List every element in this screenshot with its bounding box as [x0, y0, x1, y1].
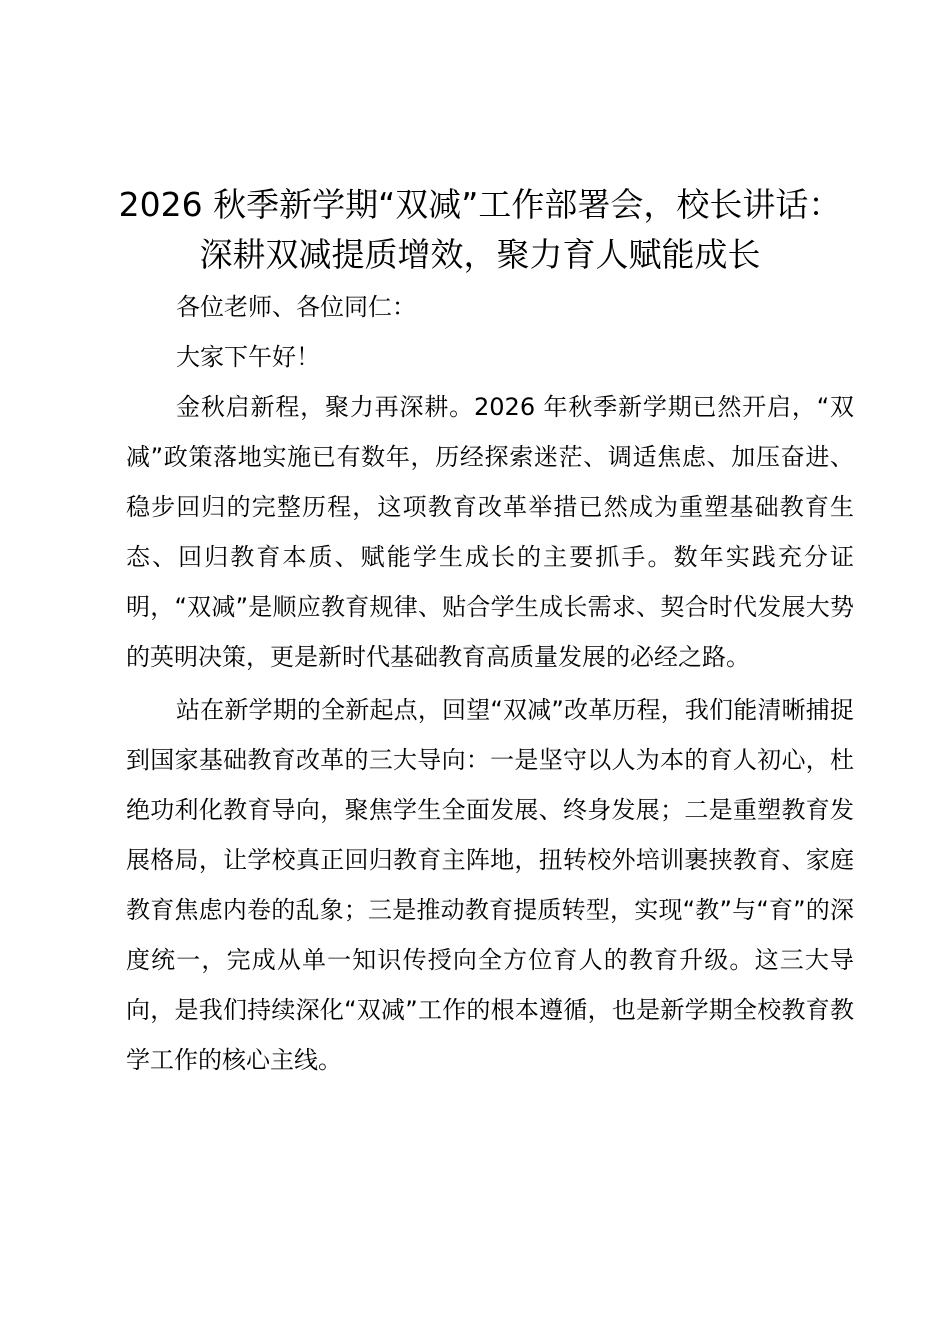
body-paragraph-1: 金秋启新程，聚力再深耕。2026 年秋季新学期已然开启，“双减”政策落地实施已有数年，历经探索迷茫、调适焦虑、加压奋进、稳步回归的完整历程，这项教育改革举措已然成为重塑基础教育生态、回归教育本质、赋能学生成长的主要抓手。数年实践充分证明，“双减”是顺应教育规律、贴合学生成长需求、契合时代发展大势的英明决策，更是新时代基础教育高质量发展的必经之路。 — [126, 393, 854, 671]
salutation: 各位老师、各位同仁： — [176, 293, 416, 321]
greeting: 大家下午好！ — [176, 343, 320, 371]
body-paragraph-2: 站在新学期的全新起点，回望“双减”改革历程，我们能清晰捕捉到国家基础教育改革的三大导向：一是坚守以人为本的育人初心，杜绝功利化教育导向，聚焦学生全面发展、终身发展；二是重塑教育发展格局，让学校真正回归教育主阵地，扭转校外培训裹挟教育、家庭教育焦虑内卷的乱象；三是推动教育提质转型，实现“教”与“育”的深度统一，完成从单一知识传授向全方位育人的教育升级。这三大导向，是我们持续深化“双减”工作的根本遵循，也是新学期全校教育教学工作的核心主线。 — [126, 696, 854, 1074]
document-body — [126, 282, 854, 1085]
document-title: 2026 秋季新学期“双减”工作部署会，校长讲话：深耕双减提质增效，聚力育人赋能成长 — [118, 185, 842, 274]
